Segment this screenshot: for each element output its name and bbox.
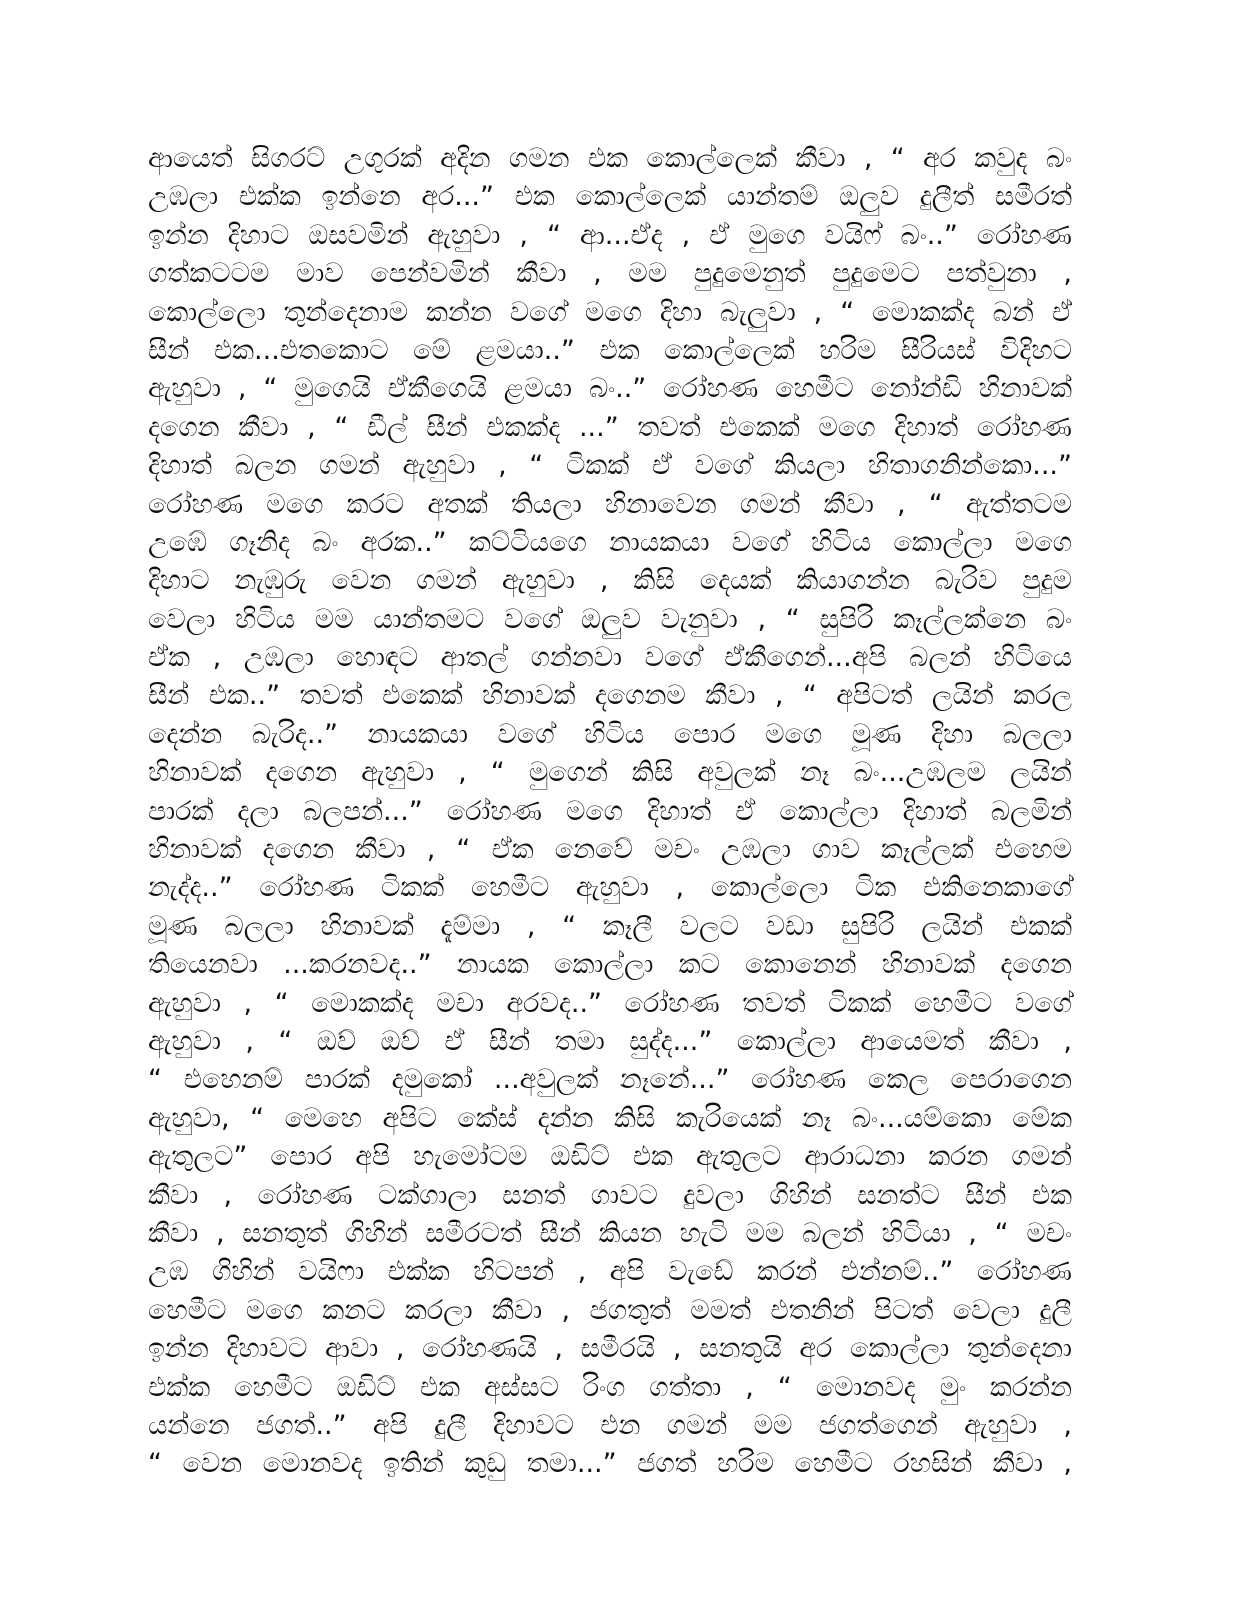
text-line: යන්නෙ ජගත්..” අපි දුලී දිහාවට එන ගමන් මම ජගත්ගෙන් ඇහුවා , (148, 1409, 1072, 1441)
text-line: ඒක , උඹලා හොඳට ආතල් ගන්නවා වගේ ඒකීගෙන්...අපි බලන් හිටියෙ (148, 642, 1072, 674)
text-line: ඉන්න දිහාවට ආවා , රෝහණයි , සමීරයි , සනතුයි අර කොල්ලා තුන්දෙනා (148, 1333, 1072, 1365)
text-line: ආයෙත් සිගරට් උගුරක් අදින ගමන එක කොල්ලෙක් කීවා , “ අර කවුද බං (148, 143, 1072, 174)
text-line: කොල්ලො තුන්දෙනාම කන්න වගේ මගෙ දිහා බැලුවා , “ මොකක්ද බන් ඒ (148, 296, 1072, 328)
text-line: හිනාවක් දගෙන ඇහුවා , “ මුගෙන් කිසි අවුලක් නෑ බං...උඹලම ලයින් (148, 757, 1072, 789)
text-line: ඇහුවා , “ මොකක්ද මචා අරවද..” රෝහණ තවත් ටිකක් හෙමීට වගේ (148, 987, 1072, 1019)
text-line: රෝහණ මගෙ කරට අතක් තියලා හිනාවෙන ගමන් කීවා , “ ඇත්තටම (148, 488, 1072, 520)
text-line: පාරක් දලා බලපන්...” රෝහණ මගෙ දිහාත් ඒ කොල්ලා දිහාත් බලමින් (148, 795, 1072, 827)
text-line: මූණ බලලා හිනාවක් දැම්මා , “ කෑලී වලට වඩා සුපිරි ලයින් එකක් (148, 910, 1072, 942)
text-line: දෙන්න බැරිද..” නායකයා වගේ හිටිය පොර මගෙ මූණ දිහා බලලා (148, 718, 1072, 750)
text-line: කීවා , රෝහණ ටක්ගාලා සනත් ගාවට දුවලා ගිහින් සනත්ට සීන් එක (148, 1179, 1072, 1211)
text-line: නැද්ද..” රෝහණ ටිකක් හෙමීට ඇහුවා , කොල්ලො ටික එකිනෙකාගේ (148, 872, 1072, 904)
text-line: සීන් එක..” තවත් එකෙක් හිනාවක් දගෙනම කීවා , “ අපිටත් ලයින් කරල (148, 680, 1072, 712)
body-text (148, 140, 1072, 1480)
text-line: ඇහුවා , “ ඔව් ඔව් ඒ සීන් තමා සුද්ද...” කොල්ලා ආයෙමත් කීවා , (148, 1025, 1072, 1057)
text-line: තියෙනවා ...කරනවද..” නායක කොල්ලා කට කොනෙන් හිනාවක් දගෙන (148, 949, 1072, 981)
text-line: උඹේ ගෑනිද බං අරක..” කට්ටියගෙ නායකයා වගේ හිටිය කොල්ලා මගෙ (148, 526, 1072, 558)
text-line: ඉන්න දිහාට ඔසවමින් ඇහුවා , “ ආ...ඒද , ඒ මුගෙ වයිෆ් බං..” රෝහණ (148, 219, 1072, 251)
text-line: දිහාත් බලන ගමන් ඇහුවා , “ ටිකක් ඒ වගේ කියලා හිතාගනින්කො...” (148, 450, 1072, 482)
text-line: දිහාට නැඹුරු වෙන ගමන් ඇහුවා , කිසි දෙයක් කියාගන්න බැරිව පුදුම (148, 565, 1072, 597)
text-line: ඇතුලට” පොර අපි හැමෝටම ඔඩිට් එක ඇතුලට ආරාධනා කරන ගමන් (148, 1141, 1072, 1173)
text-line: එක්ක හෙමීට ඔඩිට් එක අස්සට රිංග ගත්තා , “ මොනවද මුං කරන්න (148, 1371, 1072, 1403)
text-line: ඇහුවා , “ මුගෙයි ඒකීගෙයි ළමයා බං..” රෝහණ හෙමීට නෝන්ඩි හිනාවක් (148, 373, 1072, 405)
text-line: දගෙන කීවා , “ ඩීල් සීන් එකක්ද ...” තවත් එකෙක් මගෙ දිහාත් රෝහණ (148, 411, 1072, 443)
text-line: “ වෙන මොනවද ඉතින් කුඩු තමා...” ජගත් හරිම හෙමීට රහසින් කීවා , (148, 1448, 1072, 1480)
text-line: උඹලා එක්ක ඉන්නෙ අර...” එක කොල්ලෙක් යාන්තම් ඔලුව දුලීත් සමීරත් (148, 181, 1072, 213)
text-line: “ එහෙනම් පාරක් දමුකෝ ...අවුලක් නෑනේ...” රෝහණ කෙල පෙරාගෙන (148, 1064, 1072, 1096)
text-line: උඹ ගිහින් වයිෆා එක්ක හිටපන් , අපි වැඩේ කරන් එන්නම්..” රෝහණ (148, 1256, 1072, 1288)
text-line: හෙමීට මගෙ කනට කරලා කීවා , ජගතුත් මමත් එතනින් පිටත් වෙලා දුලී (148, 1294, 1072, 1326)
text-line: වෙලා හිටිය මම යාන්තමට වගේ ඔලුව වැනුවා , “ සුපිරි කෑල්ලක්නෙ බං (148, 603, 1072, 635)
text-line: ඇහුවා, “ මෙහෙ අපිට කේස් දන්න කිසි කැරියෙක් නෑ බං...යම්කො මේක (148, 1102, 1072, 1134)
text-line: කීවා , සනතුත් ගිහින් සමීරටත් සීන් කියන හැටි මම බලන් හිටියා , “ මචං (148, 1217, 1072, 1249)
text-line: සීන් එක...එතකොට මේ ළමයා..” එක කොල්ලෙක් හරිම සීරියස් විදිහට (148, 334, 1072, 366)
text-line: ගත්කටටම මාව පෙන්වමින් කීවා , මම පුදුමෙනුත් පුදුමෙට පත්වුනා , (148, 258, 1072, 290)
text-line: හිනාවක් දගෙන කීවා , “ ඒක නෙවේ මචං උඹලා ගාව කෑල්ලක් එහෙම (148, 834, 1072, 866)
